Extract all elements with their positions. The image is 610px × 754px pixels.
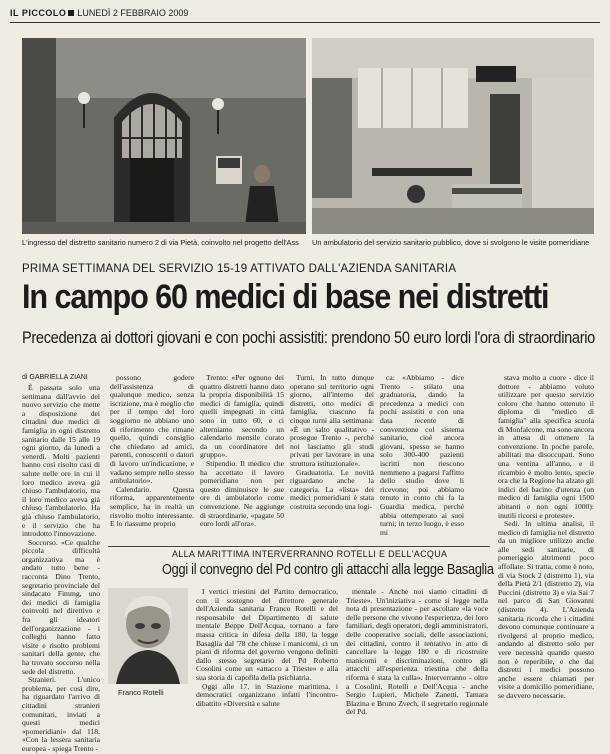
paragraph: È passata solo una settimana dall'avvio del nuovo servizio che mette a disposizione dei cittadini due medici di famiglia in ogni distretto sanitario dalle 15 alle 19 ogni giorno, da lunedì a venerdì. Molti pazienti hanno così risolto casi di salute nelle ore in cui il loro medico aveva già chiuso l'ambulatorio, ma il loro medico aveva già chiuso l'ambulatorio. Ha già chiuso l'ambulatorio, e il servizio che ha introdotto l'innovazione. <box>22 383 100 539</box>
paragraph: Turni. In tutto dunque operano sul territorio ogni giorno, all'interno dei distretti, otto medici di famiglia, ciascuno fa cinque turni alla settimana: «È un salto qualitativo - prosegue Trento -, perché noi lasciamo gli studi privati per lavorare in una struttura istituzionale». <box>290 373 374 468</box>
paragraph: I vertici triestini del Partito democratico, con il sostegno del direttore generale dell'Azienda sanitaria Franco Rotelli e del responsabile del Dipartimento di salute mentale Beppe Dell'Acqua, tornano a fare massa critica in difesa della 180, la legge Basaglia dal '78 che chiuse i manicomi, ci un piani di riforma del governo vengono definiti dallo stesso segretario del Pd Roberto Cosolini come un «attacco a Trieste» e alla sua storia di capofila della psichiatria. <box>196 587 338 682</box>
sidebar-photo-caption: Franco Rotelli <box>118 688 164 697</box>
sidebar-column-2 <box>346 587 488 717</box>
sidebar-rule <box>108 546 490 547</box>
paragraph: Stranieri. L'unico problema, per così dire, ha riguardato l'arrivo di cittadini stranieri comunitari, inviati a questi medici «pomeridiani» dal 118. «Con la lessera sanitaria europea - spiega Trento - <box>22 675 100 753</box>
article-column-3 <box>200 374 284 542</box>
photo-caption-1: L'ingresso del distretto sanitario numero 2 di via Pietà, coinvolto nel progetto dell'Ass <box>22 238 299 247</box>
article-column-2 <box>110 374 194 542</box>
sidebar-headline: Oggi il convegno del Pd contro gli attacchi alla legge Basaglia <box>162 562 494 578</box>
article-column-5 <box>380 374 464 542</box>
article-kicker: PRIMA SETTIMANA DEL SERVIZIO 15-19 ATTIVATO DALL'AZIENDA SANITARIA <box>22 263 457 275</box>
article-column-6 <box>498 373 594 700</box>
separator-square <box>68 10 74 16</box>
page-header <box>10 8 600 18</box>
article-byline: di GABRIELLA ZIANI <box>22 374 88 381</box>
article-headline: In campo 60 medici di base nei distretti <box>22 278 549 316</box>
portrait-illustration <box>108 588 188 684</box>
paragraph: Trento: «Per ognuno dei quattro distretti hanno dato la propria disponibilità 15 medici di famiglia, quindi quelli impegnati in città sono in tutto 60, e ci alterniamo secondo un calendario mensile curato da un coordinatore del gruppo». <box>200 373 284 460</box>
paragraph: mentale - Anche noi siamo cittadini di Trieste». Un'iniziativa - come si legge nella nota di presentazione - per ascoltare «la voce delle persone che vivono l'esperienza, dei loro familiari, degli operatori, degli amministratori, delle cooperative sociali, delle associazioni, dei cittadini, contro il tentativo in atto di cancellare la legge 180 e di ricostruire manicomi e discriminazioni, contro gli attacchi all'esperienza triestina che della riforma è stata la culla». Interverranno - oltre a Cosolini, Rotelli e Dell'Acqua - anche Sergio Lupieri, Michele Zanetti, Tamara Blazina e Bruno Zvech, il segretario regionale del Pd. <box>346 587 488 717</box>
photo-district-entrance <box>22 38 306 234</box>
article-column-4 <box>290 374 374 542</box>
paragraph: Stipendio. Il medico che ha accettato il lavoro pomeridiano non per questo diminuisce le sue ore di ambulatorio come convenzione. Ne aggiunge di straordinarie, «pagate 50 euro lordi all'ora». <box>200 458 284 529</box>
article-column-1 <box>22 383 100 753</box>
paragraph: ca: «Abbiamo - dice Trento - stilato una graduatoria, dando la precedenza a medici con pochi assistiti e con una data recente di convenzione col sistema sanitario, cioè ancora giovani, spesso se hanno solo 300-400 pazienti iscritti non riescono nemmeno a pagarsi l'affitto dello studio dove li ricevono; poi abbiamo tenuto in conto chi fa la Guardia medica, perché abbia ottemperato ai suoi turni; in terzo luogo, è esso mi <box>380 373 464 537</box>
paragraph: Graduatoria. Le novità riguardano anche la categoria. La «lista» dei medici pomeridiani è stata costruita secondo una logi- <box>290 467 374 511</box>
photo-clinic-room <box>312 38 594 234</box>
paragraph: stava molto a cuore - dice il dottore - abbiamo voluto utilizzare per questo servizio coloro che hanno ottenuto il diploma di "medico di famiglia" alla specifica scuola di Monfalcone, ma sono ancora in attesa di ottenere la convenzione. In poche parole, abilitati ma disoccupati. Sono una ventina all'anno, e il ricambio è molto lento, specie ora che la Regione ha alzato gli indici del bacino d'utenza (un medico di famiglia ogni 1500 abitanti e non ogni 1000): inutili ricorsi e proteste». <box>498 373 594 520</box>
photo-franco-rotelli <box>108 588 188 684</box>
sidebar-column-1 <box>196 587 338 708</box>
paragraph: Calendario. Questa riforma, apparentemente semplice, ha in realtà un risvolto molto interessante. E lo riassume proprio <box>110 484 194 529</box>
paragraph: Soccorso. «Ce qualche piccola difficoltà organizzativa ma è andato tutto bene - racconta Dino Trento, segretario provinciale del sindacato Fimmg, uno dei medici di famiglia coinvolti nel direttivo e fra gli ideatori dell'organizzazione - i colleghi hanno fatto visite e risolto problemi sanitari della gente, che ha trovato soccorso nella sede del distretto. <box>22 537 100 676</box>
entrance-illustration <box>22 38 306 234</box>
masthead: IL PICCOLO <box>10 8 67 18</box>
issue-date: LUNEDÌ 2 FEBBRAIO 2009 <box>77 8 189 18</box>
paragraph: Sedi. In ultima analisi, il medico di famiglia nel distretto da un migliore utilizzo anche alle sedi sanitarie, di pomeriggio altrimenti poco affollate. Si tratta, come è noto, di via Stock 2 (distretto 1), via della Pietà 2/1 (distretto 2), via Puccini (distretto 3) e via Sai 7 nel parco di San Giovanni (distretto 4). L'Azienda sanitaria ricorda che i cittadini devono comunque continuare a rivolgersi al proprio medico, andando al distretto solo per vere necessità quando questo non è reperibile, e che dai distretti i medici possono anche essere chiamati per visite a domicilio pomeridiane, se davvero necessarie. <box>498 519 594 700</box>
clinic-illustration <box>312 38 594 234</box>
paragraph: Oggi alle 17, in Stazione marittima, i democratici organizzano infatti l'incontro-dibattito «Diversità e salute <box>196 681 338 708</box>
paragraph: possono godere dell'assistenza di qualunque medico, senza iscrizione, ma è meglio che per il tempo del loro soggiorno ne abbiano uno di riferimento che rimane quello, quindi consiglio che chiedano ad amici, parenti, conoscenti o datori di lavoro un'indicazione, e vadano sempre nello stesso ambulatorio». <box>110 373 194 486</box>
header-rule <box>10 22 600 23</box>
article-subhead: Precedenza ai dottori giovani e con pochi assistiti: prendono 50 euro lordi l'ora di straordinario <box>22 328 595 347</box>
sidebar-kicker: ALLA MARITTIMA INTERVERRANNO ROTELLI E DELL'ACQUA <box>172 549 448 559</box>
photo-caption-2: Un ambulatorio del servizio sanitario pubblico, dove si svolgono le visite pomeridiane <box>312 238 590 247</box>
